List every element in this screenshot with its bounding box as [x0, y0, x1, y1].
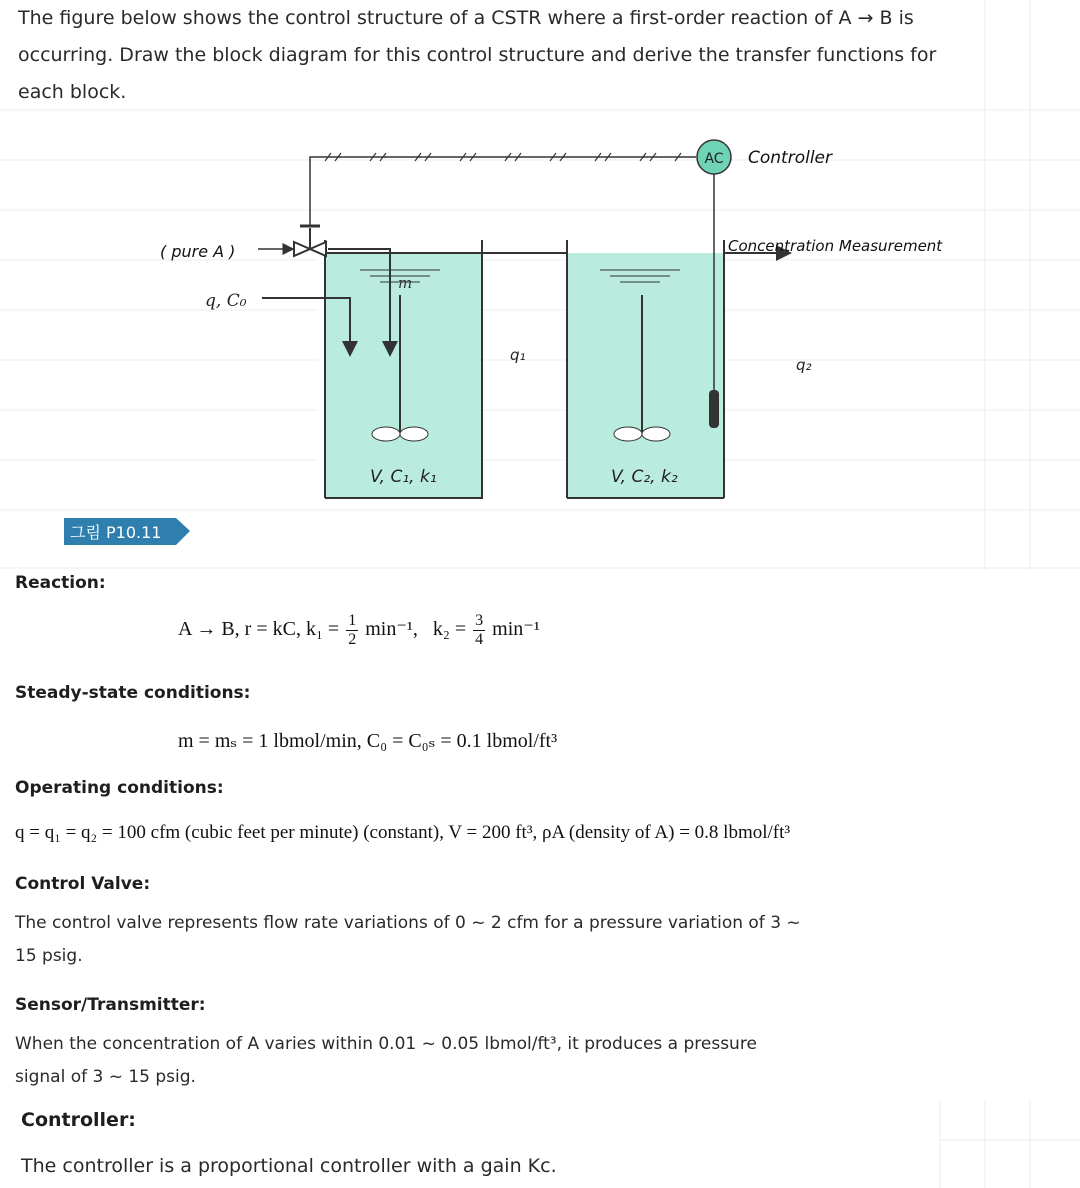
figure-tag [64, 518, 190, 545]
valve-line-2: 15 psig. [15, 946, 83, 966]
tank-2 [567, 240, 724, 498]
q1-label: q₁ [510, 346, 526, 364]
tank-2-label: V, C₂, k₂ [611, 467, 678, 487]
k2-numerator: 3 [475, 612, 484, 629]
k1-unit: min⁻¹, [365, 618, 418, 641]
controller-output-signal [310, 157, 696, 226]
q2-label: q₂ [796, 356, 812, 374]
steady-heading: Steady-state conditions: [15, 683, 251, 703]
k2-denominator: 4 [475, 631, 484, 648]
operating-equation: q = q₁ = q₂ = 100 cfm (cubic feet per minute) (constant), V = 200 ft³, ρA (density of A) = 0.8 lbmol/ft³ [15, 822, 791, 843]
intro-line-3: each block. [18, 81, 127, 103]
control-valve [294, 226, 326, 256]
sensor-heading: Sensor/Transmitter: [15, 995, 206, 1015]
reaction-equation [178, 612, 540, 649]
valve-heading: Control Valve: [15, 874, 151, 894]
controller-label: Controller [748, 148, 832, 168]
tank-1-label: V, C₁, k₁ [370, 467, 437, 487]
measurement-label: Concentration Measurement [728, 237, 943, 255]
concentration-probe [709, 390, 719, 428]
reaction-heading: Reaction: [15, 573, 106, 593]
controller-heading: Controller: [21, 1109, 136, 1131]
k2-unit: min⁻¹ [492, 618, 540, 641]
k1-denominator: 2 [348, 631, 357, 648]
flow-label: q, C₀ [205, 291, 247, 311]
controller-line-1: The controller is a proportional controller with a gain Kc. [21, 1155, 557, 1177]
intro-line-2: occurring. Draw the block diagram for this control structure and derive the transfer functions for [18, 44, 937, 66]
k1-numerator: 1 [348, 612, 357, 629]
tank-2-liquid [567, 253, 724, 498]
sensor-line-2: signal of 3 ~ 15 psig. [15, 1067, 196, 1087]
k2-prefix: k₂ = [432, 618, 467, 641]
process-diagram [0, 110, 1080, 570]
sensor-line-1: When the concentration of A varies within 0.01 ~ 0.05 lbmol/ft³, it produces a pressure [15, 1034, 757, 1054]
operating-heading: Operating conditions: [15, 778, 224, 798]
valve-line-1: The control valve represents flow rate variations of 0 ~ 2 cfm for a pressure variation of 3 ~ [15, 913, 801, 933]
steady-equation: m = mₛ = 1 lbmol/min, C₀ = C₀ₛ = 0.1 lbmol/ft³ [178, 730, 558, 752]
intro-line-1: The figure below shows the control structure of a CSTR where a first-order reaction of A → B is [18, 7, 914, 29]
m-label: m [398, 274, 413, 292]
figure-tag-label: 그림 P10.11 [70, 523, 162, 542]
reaction-prefix: A → B, r = kC, k₁ = [178, 618, 340, 641]
pure-a-label: ( pure A ) [160, 242, 236, 261]
ac-label: AC [704, 151, 724, 167]
